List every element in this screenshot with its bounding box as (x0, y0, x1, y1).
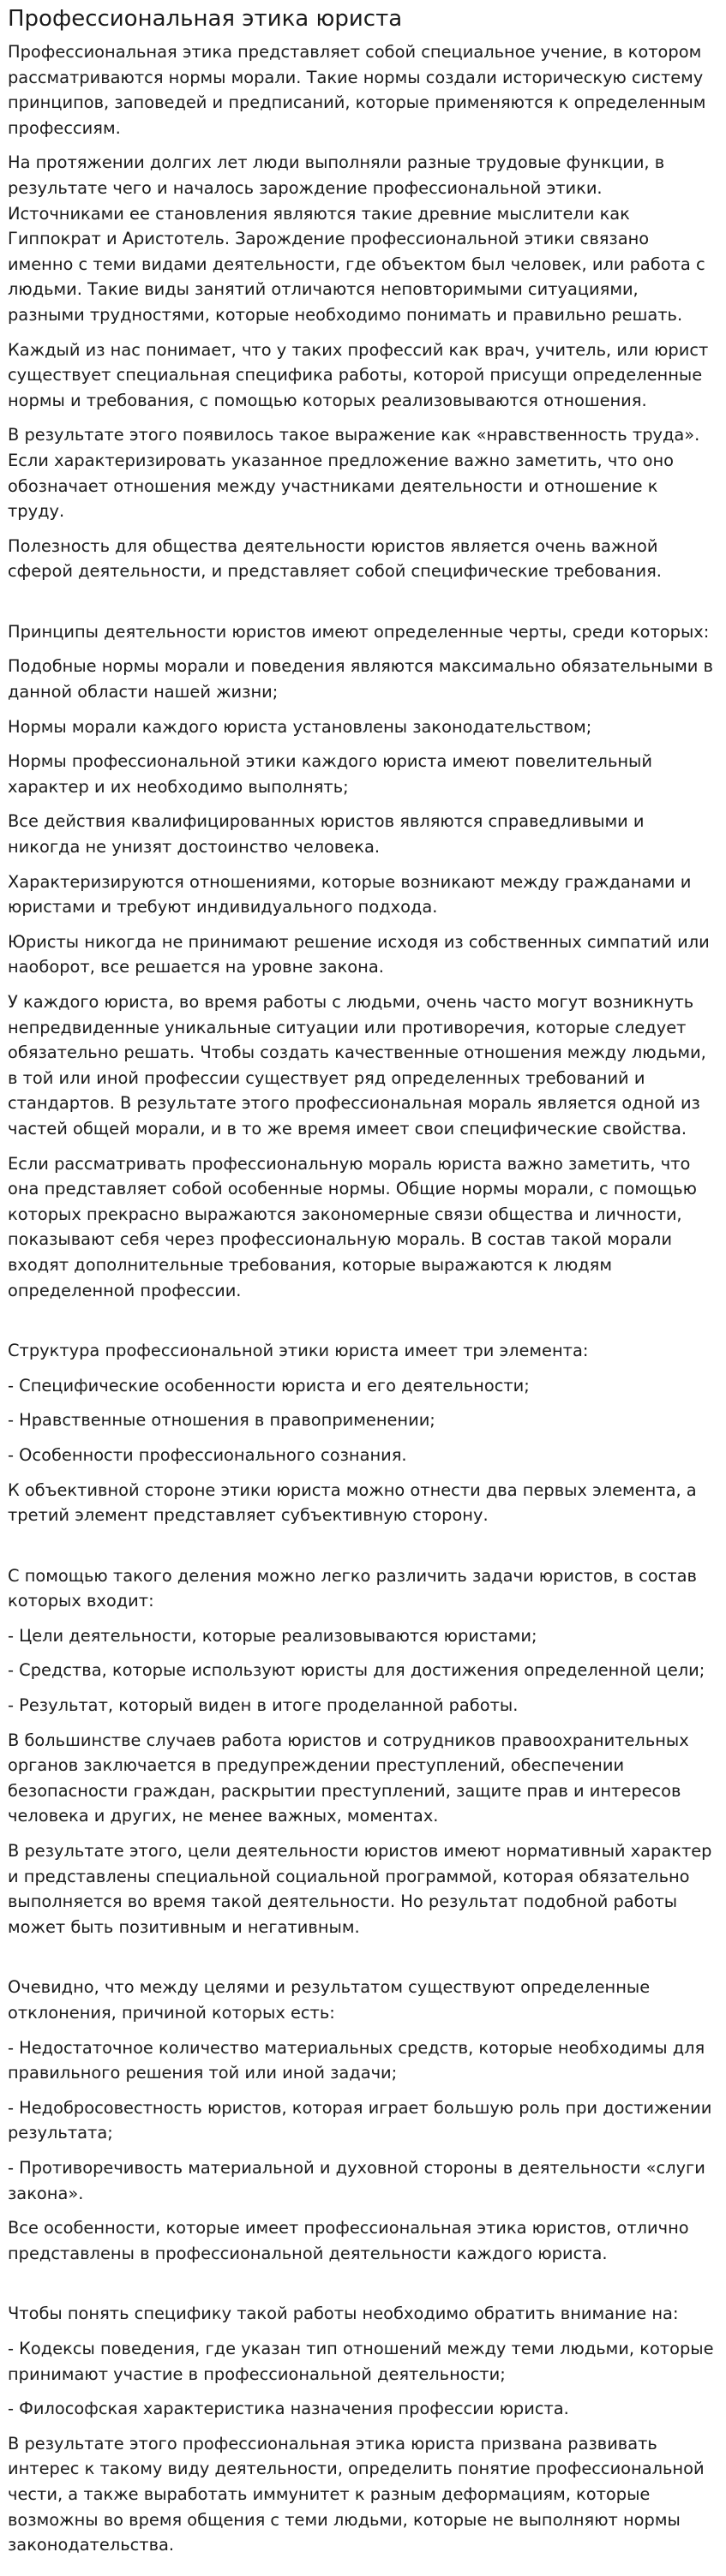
paragraph-structure-heading: Структура профессиональной этики юриста имеет три элемента: (8, 1341, 589, 1361)
section-gap (8, 2275, 718, 2301)
list-item: - Кодексы поведения, где указан тип отношений между теми людьми, которые принимают участие в профессиональной деятельности; (8, 2338, 714, 2384)
list-item: Нормы профессиональной этики каждого юриста имеют повелительный характер и их необходимо выполнять; (8, 751, 652, 797)
list-item: - Особенности профессионального сознания. (8, 1444, 407, 1465)
paragraph-features: Все особенности, которые имеет профессиональная этика юристов, отлично представлены в профессиональной деятельности каждого юриста. (8, 2218, 689, 2263)
paragraph-professions: Каждый из нас понимает, что у таких профессий как врач, учитель, или юрист существует специальная специфика работы, которой присущи определенные нормы и требования, с помощью которых реализовываются отношения. (8, 339, 709, 410)
list-item: Нормы морали каждого юриста установлены законодательством; (8, 716, 592, 737)
paragraph-principles-heading: Принципы деятельности юристов имеют определенные черты, среди которых: (8, 621, 710, 642)
section-gap (8, 1949, 718, 1975)
paragraph-tasks-heading: С помощью такого деления можно легко различить задачи юристов, в состав которых входит: (8, 1565, 697, 1611)
paragraph-conclusion: В результате этого профессиональная этика юриста призвана развивать интерес к такому виду деятельности, определить понятие профессиональной чести, а также выработать иммунитет к разным деформациям, которые возможны во время общения с теми людьми, которые не выполняют нормы законодательства. (8, 2433, 705, 2555)
list-item: Характеризируются отношениями, которые возникают между гражданами и юристами и требуют индивидуального подхода. (8, 871, 692, 917)
section-gap (8, 1538, 718, 1563)
list-item: Все действия квалифицированных юристов являются справедливыми и никогда не унизят достоинство человека. (8, 811, 645, 858)
list-item: - Недостаточное количество материальных средств, которые необходимы для правильного решения той или иной задачи; (8, 2037, 705, 2083)
paragraph-deviations-heading: Очевидно, что между целями и результатом существуют определенные отклонения, причиной которых есть: (8, 1977, 651, 2023)
article-title: Профессиональная этика юриста (8, 6, 403, 32)
paragraph-situations: У каждого юриста, во время работы с людьми, очень часто могут возникнуть непредвиденные уникальные ситуации или противоречия, которые следует обязательно решать. Чтобы создать качественные отношения между людьми, в той или иной профессии существует ряд определенных требований и стандартов. В результате этого профессиональная мораль является одной из частей общей морали, и в то же время имеет свои специфические свойства. (8, 992, 706, 1139)
paragraph-specifics-heading: Чтобы понять специфику такой работы необходимо обратить внимание на: (8, 2304, 679, 2324)
paragraph-law-enforcement: В большинстве случаев работа юристов и сотрудников правоохранительных органов заключается в предупреждении преступлений, обеспечении безопасности граждан, раскрытии преступлений, защите прав и интересов человека и других, не менее важных, моментах. (8, 1730, 689, 1826)
list-item: - Недобросовестность юристов, которая играет большую роль при достижении результата; (8, 2097, 712, 2143)
paragraph-objective-side: К объективной стороне этики юриста можно отнести два первых элемента, а третий элемент представляет субъективную сторону. (8, 1479, 697, 1526)
section-gap (8, 594, 718, 619)
list-item: Юристы никогда не принимают решение исходя из собственных симпатий или наоборот, все решается на уровне закона. (8, 931, 710, 977)
list-item: - Философская характеристика назначения профессии юриста. (8, 2399, 569, 2419)
paragraph-goals-result: В результате этого, цели деятельности юристов имеют нормативный характер и представлены специальной социальной программой, которая обязательно выполняется во время такой деятельности. Но результат подобной работы может быть позитивным и негативным. (8, 1841, 712, 1937)
list-item: - Противоречивость материальной и духовной стороны в деятельности «слуги закона». (8, 2157, 705, 2203)
paragraph-history: На протяжении долгих лет люди выполняли разные трудовые функции, в результате чего и началось зарождение профессиональной этики. Источниками ее становления являются такие древние мыслители как Гиппократ и Аристотель. Зарождение профессиональной этики связано именно с теми видами деятельности, где объектом был человек, или работа с людьми. Такие виды занятий отличаются неповторимыми ситуациями, разными трудностями, которые необходимо понимать и правильно решать. (8, 152, 705, 325)
paragraph-labor-morality: В результате этого появилось такое выражение как «нравственность труда». Если характеризировать указанное предложение важно заметить, что оно обозначает отношения между участниками деятельности и отношение к труду. (8, 425, 700, 522)
list-item: Подобные нормы морали и поведения являются максимально обязательными в данной области нашей жизни; (8, 656, 713, 702)
paragraph-intro: Профессиональная этика представляет собой специальное учение, в котором рассматриваются нормы морали. Такие нормы создали историческую систему принципов, заповедей и предписаний, которые применяются к определенным профессиям. (8, 42, 706, 138)
paragraph-professional-morality: Если рассматривать профессиональную мораль юриста важно заметить, что она представляет собой особенные нормы. Общие нормы морали, с помощью которых прекрасно выражаются закономерные связи общества и личности, показывают себя через профессиональную мораль. В состав такой морали входят дополнительные требования, которые выражаются к людям определенной профессии. (8, 1153, 697, 1300)
list-item: - Цели деятельности, которые реализовываются юристами; (8, 1625, 537, 1646)
list-item: - Результат, который виден в итоге проделанной работы. (8, 1695, 519, 1716)
list-item: - Нравственные отношения в правоприменении; (8, 1410, 435, 1431)
paragraph-usefulness: Полезность для общества деятельности юристов является очень важной сферой деятельности, и представляет собой специфические требования. (8, 535, 662, 582)
list-item: - Специфические особенности юриста и его деятельности; (8, 1375, 530, 1396)
list-item: - Средства, которые используют юристы для достижения определенной цели; (8, 1660, 705, 1681)
section-gap (8, 1312, 718, 1338)
